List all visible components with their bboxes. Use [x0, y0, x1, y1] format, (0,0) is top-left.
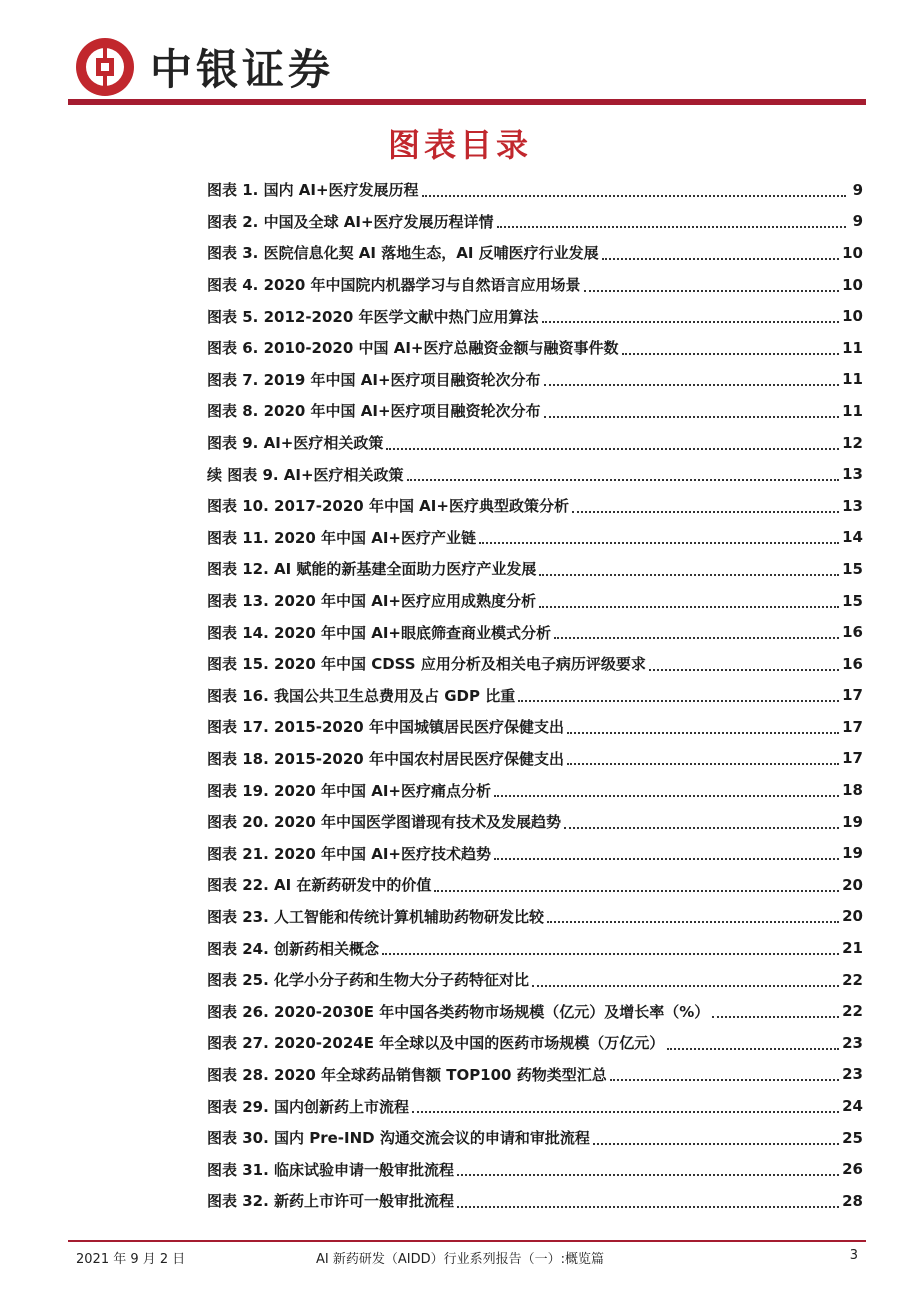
toc-leader-dots [532, 973, 839, 987]
toc-entry-page: 9 [852, 180, 863, 199]
toc-entry-label: 图表 29. 国内创新药上市流程 [207, 1097, 410, 1116]
toc-entry[interactable] [207, 1185, 863, 1217]
toc-entry-label: 图表 20. 2020 年中国医学图谱现有技术及发展趋势 [207, 813, 561, 832]
toc-entry[interactable] [207, 364, 863, 396]
toc-entry-label: 图表 3. 医院信息化契 AI 落地生态，AI 反哺医疗行业发展 [207, 244, 599, 263]
toc-leader-dots [544, 372, 840, 386]
toc-entry-label: 图表 7. 2019 年中国 AI+医疗项目融资轮次分布 [207, 370, 541, 389]
toc-entry-label: 图表 27. 2020-2024E 年全球以及中国的医药市场规模（万亿元） [207, 1034, 665, 1053]
toc-entry[interactable] [207, 332, 863, 364]
page-title: 图表目录 [387, 126, 532, 164]
toc-entry-label: 图表 13. 2020 年中国 AI+医疗应用成熟度分析 [207, 592, 536, 611]
toc-entry[interactable] [207, 1027, 863, 1059]
toc-entry[interactable] [207, 774, 863, 806]
toc-entry-page: 10 [842, 307, 863, 326]
toc-leader-dots [386, 436, 839, 450]
toc-entry-page: 20 [842, 875, 863, 894]
toc-leader-dots [412, 1099, 839, 1113]
toc-entry-label: 图表 23. 人工智能和传统计算机辅助药物研发比较 [207, 907, 545, 926]
toc-leader-dots [712, 1004, 839, 1018]
toc-entry-label: 图表 9. AI+医疗相关政策 [207, 434, 384, 453]
toc-entry-page: 14 [842, 528, 863, 547]
footer-page-number: 3 [849, 1248, 858, 1263]
toc-leader-dots [457, 1162, 839, 1176]
toc-entry-page: 17 [842, 686, 863, 705]
toc-entry[interactable] [207, 490, 863, 522]
toc-entry-label: 图表 16. 我国公共卫生总费用及占 GDP 比重 [207, 686, 516, 705]
toc-leader-dots [434, 878, 839, 892]
header-divider [68, 99, 866, 105]
toc-leader-dots [622, 341, 840, 355]
toc-entry[interactable] [207, 300, 863, 332]
toc-entry-label: 图表 26. 2020-2030E 年中国各类药物市场规模（亿元）及增长率（%） [207, 1002, 710, 1021]
toc-entry[interactable] [207, 206, 863, 238]
toc-leader-dots [518, 688, 839, 702]
toc-leader-dots [497, 214, 846, 228]
toc-entry[interactable] [207, 616, 863, 648]
toc-entry[interactable] [207, 743, 863, 775]
toc-entry[interactable] [207, 1122, 863, 1154]
toc-leader-dots [610, 1067, 839, 1081]
toc-entry-label: 图表 2. 中国及全球 AI+医疗发展历程详情 [207, 212, 494, 231]
toc-entry-label: 图表 28. 2020 年全球药品销售额 TOP100 药物类型汇总 [207, 1065, 607, 1084]
toc-entry[interactable] [207, 711, 863, 743]
toc-entry-label: 续 图表 9. AI+医疗相关政策 [207, 465, 404, 484]
toc-entry-page: 10 [842, 275, 863, 294]
toc-entry-page: 17 [842, 749, 863, 768]
toc-entry-page: 12 [842, 433, 863, 452]
toc-entry[interactable] [207, 1153, 863, 1185]
toc-entry-page: 19 [842, 844, 863, 863]
toc-entry-page: 22 [842, 1002, 863, 1021]
toc-entry[interactable] [207, 869, 863, 901]
toc-entry[interactable] [207, 269, 863, 301]
toc-entry-label: 图表 4. 2020 年中国院内机器学习与自然语言应用场景 [207, 276, 581, 295]
footer-date: 2021 年 9 月 2 日 [76, 1252, 186, 1267]
toc-leader-dots [602, 246, 839, 260]
toc-entry-page: 23 [842, 1033, 863, 1052]
toc-entry-page: 21 [842, 939, 863, 958]
toc-entry-label: 图表 31. 临床试验申请一般审批流程 [207, 1160, 455, 1179]
toc-entry-label: 图表 32. 新药上市许可一般审批流程 [207, 1192, 455, 1211]
toc-entry-label: 图表 8. 2020 年中国 AI+医疗项目融资轮次分布 [207, 402, 541, 421]
toc-leader-dots [382, 941, 839, 955]
toc-leader-dots [547, 909, 839, 923]
toc-entry-label: 图表 14. 2020 年中国 AI+眼底筛查商业模式分析 [207, 623, 551, 642]
table-of-figures [207, 174, 863, 1217]
toc-entry-page: 15 [842, 559, 863, 578]
toc-entry-page: 16 [842, 623, 863, 642]
toc-entry[interactable] [207, 427, 863, 459]
toc-entry-page: 13 [842, 496, 863, 515]
toc-entry-label: 图表 15. 2020 年中国 CDSS 应用分析及相关电子病历评级要求 [207, 655, 646, 674]
toc-entry[interactable] [207, 964, 863, 996]
toc-leader-dots [542, 309, 840, 323]
toc-entry[interactable] [207, 553, 863, 585]
toc-leader-dots [494, 846, 839, 860]
toc-leader-dots [649, 657, 839, 671]
toc-leader-dots [539, 562, 839, 576]
toc-entry-label: 图表 17. 2015-2020 年中国城镇居民医疗保健支出 [207, 718, 564, 737]
toc-entry-page: 19 [842, 812, 863, 831]
toc-entry-page: 11 [842, 338, 863, 357]
toc-entry-page: 23 [842, 1065, 863, 1084]
toc-entry-page: 26 [842, 1160, 863, 1179]
toc-entry-label: 图表 1. 国内 AI+医疗发展历程 [207, 181, 419, 200]
toc-entry[interactable] [207, 1059, 863, 1091]
toc-entry-page: 13 [842, 465, 863, 484]
toc-entry-label: 图表 6. 2010-2020 中国 AI+医疗总融资金额与融资事件数 [207, 339, 619, 358]
toc-entry[interactable] [207, 995, 863, 1027]
toc-entry[interactable] [207, 174, 863, 206]
toc-entry[interactable] [207, 837, 863, 869]
toc-entry-label: 图表 10. 2017-2020 年中国 AI+医疗典型政策分析 [207, 497, 569, 516]
toc-leader-dots [479, 530, 839, 544]
toc-entry-label: 图表 12. AI 赋能的新基建全面助力医疗产业发展 [207, 560, 537, 579]
toc-entry[interactable] [207, 932, 863, 964]
toc-leader-dots [539, 594, 839, 608]
toc-entry-page: 9 [852, 212, 863, 231]
toc-leader-dots [544, 404, 840, 418]
footer-divider [68, 1240, 866, 1242]
toc-entry-page: 16 [842, 654, 863, 673]
toc-leader-dots [422, 183, 846, 197]
footer-document-title: AI 新药研发（AIDD）行业系列报告（一）:概览篇 [316, 1252, 604, 1267]
toc-leader-dots [407, 467, 840, 481]
toc-entry-page: 28 [842, 1191, 863, 1210]
toc-leader-dots [593, 1131, 839, 1145]
brand-name: 中银证券 [150, 45, 335, 94]
toc-entry-label: 图表 5. 2012-2020 年医学文献中热门应用算法 [207, 307, 539, 326]
toc-entry-page: 11 [842, 401, 863, 420]
toc-entry-page: 15 [842, 591, 863, 610]
toc-entry-page: 18 [842, 781, 863, 800]
toc-entry[interactable] [207, 901, 863, 933]
toc-entry-label: 图表 24. 创新药相关概念 [207, 939, 380, 958]
toc-entry[interactable] [207, 806, 863, 838]
toc-entry-label: 图表 22. AI 在新药研发中的价值 [207, 876, 432, 895]
header [76, 34, 334, 100]
toc-entry[interactable] [207, 458, 863, 490]
toc-entry-page: 24 [842, 1097, 863, 1116]
toc-leader-dots [567, 720, 839, 734]
toc-entry-label: 图表 21. 2020 年中国 AI+医疗技术趋势 [207, 844, 491, 863]
toc-entry[interactable] [207, 585, 863, 617]
toc-entry-page: 25 [842, 1128, 863, 1147]
toc-leader-dots [572, 499, 839, 513]
toc-entry-page: 10 [842, 243, 863, 262]
toc-entry[interactable] [207, 237, 863, 269]
toc-entry[interactable] [207, 1090, 863, 1122]
toc-entry-label: 图表 18. 2015-2020 年中国农村居民医疗保健支出 [207, 749, 564, 768]
toc-leader-dots [564, 815, 839, 829]
toc-entry[interactable] [207, 522, 863, 554]
toc-entry[interactable] [207, 648, 863, 680]
toc-entry-label: 图表 19. 2020 年中国 AI+医疗痛点分析 [207, 781, 491, 800]
toc-leader-dots [457, 1194, 839, 1208]
toc-entry-label: 图表 11. 2020 年中国 AI+医疗产业链 [207, 528, 476, 547]
toc-entry-label: 图表 30. 国内 Pre-IND 沟通交流会议的申请和审批流程 [207, 1129, 590, 1148]
toc-leader-dots [667, 1036, 839, 1050]
bank-of-china-logo-icon [76, 38, 134, 96]
toc-entry-page: 17 [842, 717, 863, 736]
toc-leader-dots [584, 278, 840, 292]
toc-leader-dots [554, 625, 839, 639]
toc-entry[interactable] [207, 395, 863, 427]
toc-entry[interactable] [207, 680, 863, 712]
toc-entry-page: 11 [842, 370, 863, 389]
toc-entry-page: 22 [842, 970, 863, 989]
toc-entry-label: 图表 25. 化学小分子药和生物大分子药特征对比 [207, 971, 530, 990]
toc-leader-dots [567, 751, 839, 765]
toc-leader-dots [494, 783, 839, 797]
toc-entry-page: 20 [842, 907, 863, 926]
